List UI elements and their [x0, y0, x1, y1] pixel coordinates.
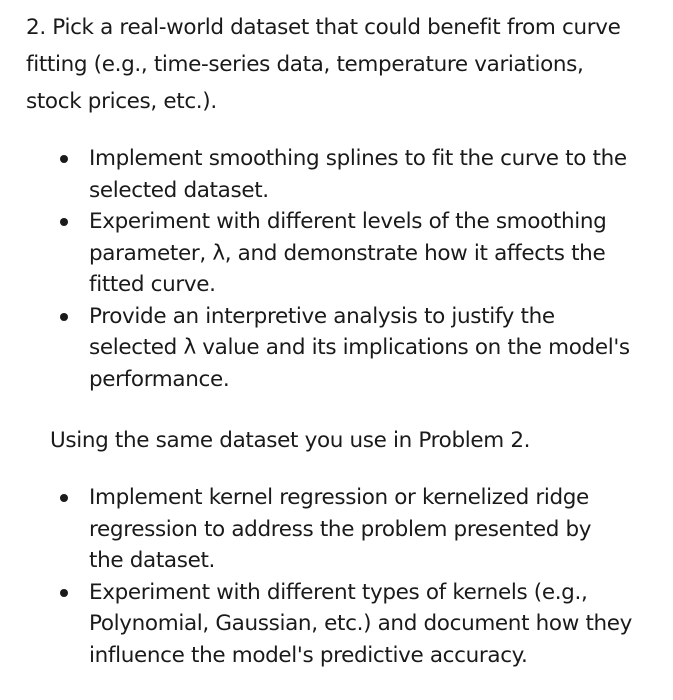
- task-line: fitted curve.: [89, 272, 216, 297]
- task-line: the dataset.: [89, 548, 216, 573]
- task-list-item: [58, 206, 668, 301]
- task-list-item: [58, 301, 668, 396]
- problem-statement-line: fitting (e.g., time-series data, temperature variations,: [26, 52, 584, 77]
- task-line: parameter, λ, and demonstrate how it affects the: [89, 240, 606, 266]
- bullet-icon: [60, 494, 68, 502]
- task-line: Implement kernel regression or kernelized ridge: [89, 485, 589, 510]
- task-line: selected dataset.: [89, 177, 269, 203]
- task-line: Experiment with different types of kernels (e.g.,: [89, 579, 588, 605]
- problem-statement-line: 2. Pick a real-world dataset that could benefit from curve: [26, 15, 621, 40]
- problem-task-list: [58, 143, 668, 395]
- task-list-item: [58, 577, 668, 672]
- task-line: performance.: [89, 366, 230, 392]
- bullet-icon: [60, 313, 68, 321]
- followup-statement: Using the same dataset you use in Problem 2.: [50, 428, 531, 453]
- problem-statement: [26, 9, 666, 120]
- followup-task-list: [58, 482, 668, 671]
- task-line: Polynomial, Gaussian, etc.) and document how they: [89, 611, 633, 636]
- bullet-icon: [60, 155, 68, 163]
- task-line: Implement smoothing splines to fit the curve to the: [89, 146, 627, 171]
- task-line: selected λ value and its implications on the model's: [89, 335, 630, 360]
- task-line: Provide an interpretive analysis to justify the: [89, 303, 555, 329]
- task-line: influence the model's predictive accuracy.: [89, 642, 528, 668]
- task-line: regression to address the problem presented by: [89, 516, 592, 542]
- problem-statement-line: stock prices, etc.).: [26, 89, 217, 114]
- task-list-item: [58, 143, 668, 206]
- bullet-icon: [60, 218, 68, 226]
- task-line: Experiment with different levels of the smoothing: [89, 209, 607, 234]
- task-list-item: [58, 482, 668, 577]
- bullet-icon: [60, 589, 68, 597]
